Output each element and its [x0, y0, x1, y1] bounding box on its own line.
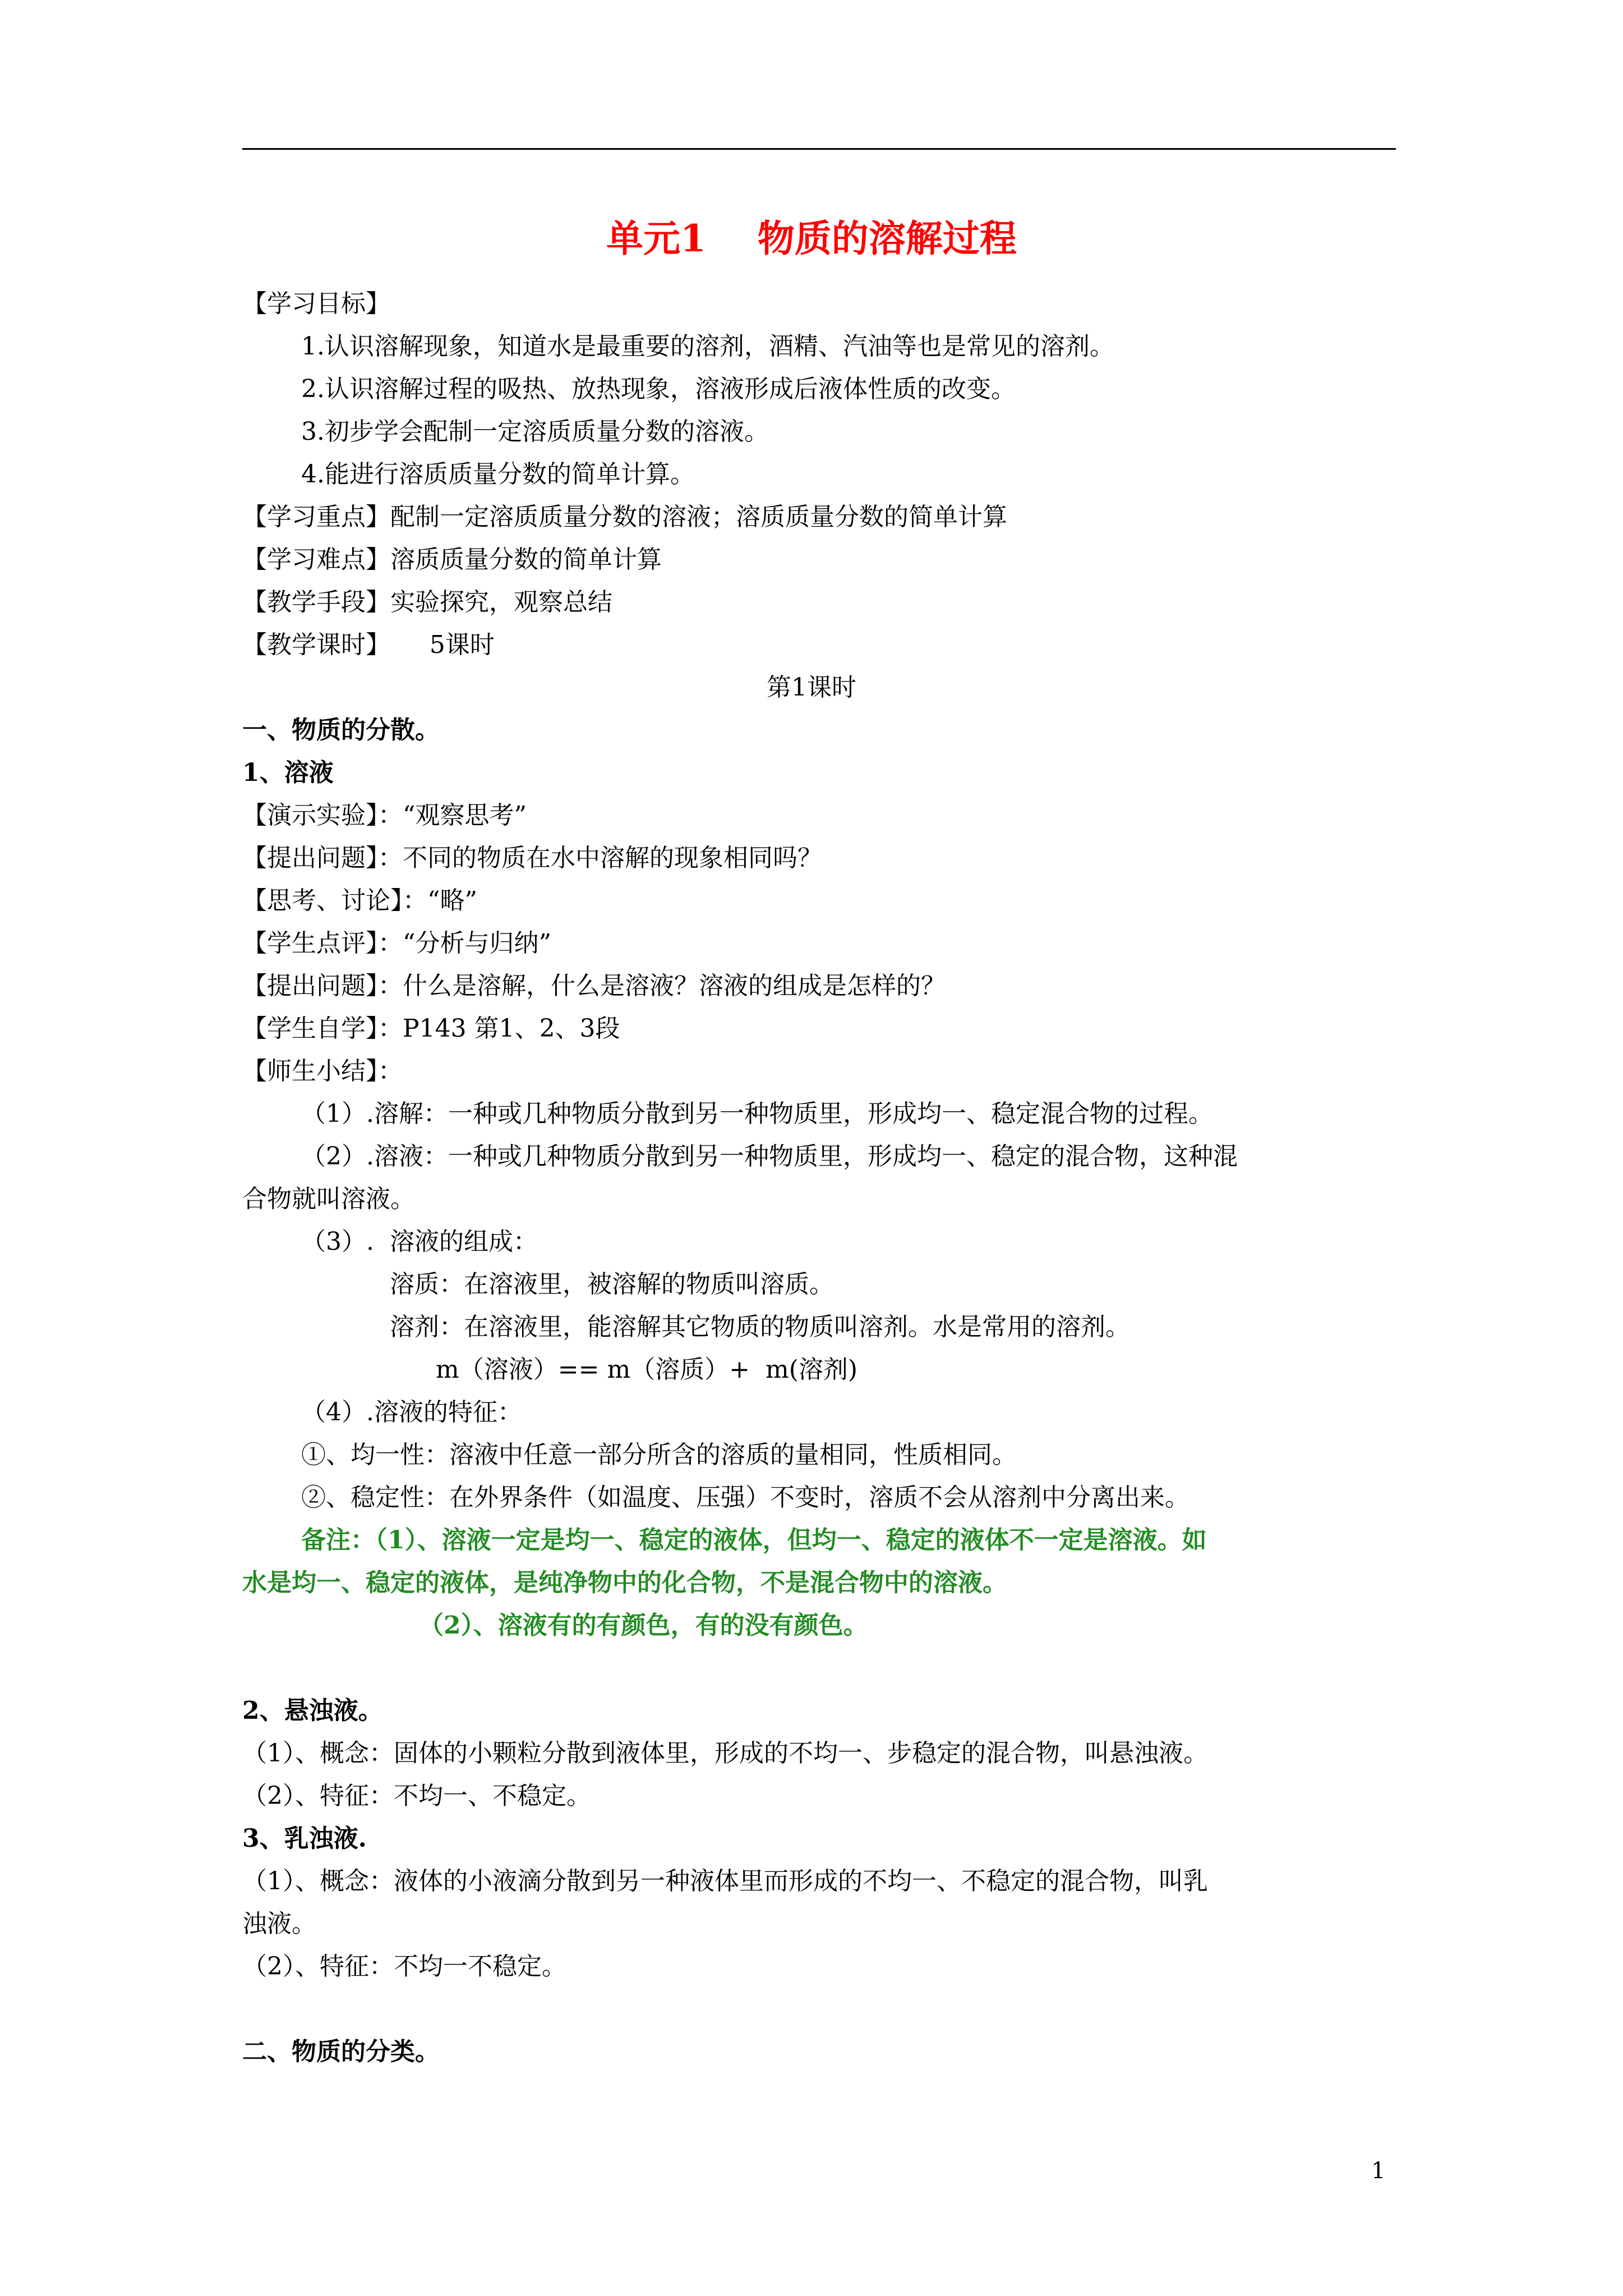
section2-heading: 二、物质的分类。	[242, 2037, 440, 2066]
step-demo: 【演示实验】：“观察思考”	[242, 801, 527, 830]
step-discussion: 【思考、讨论】：“略”	[242, 886, 477, 915]
feature-stability: ②、稳定性：在外界条件（如温度、压强）不变时，溶质不会从溶剂中分离出来。	[301, 1483, 1189, 1512]
objective-item: 1.认识溶解现象，知道水是最重要的溶剂，酒精、汽油等也是常见的溶剂。	[301, 332, 1114, 361]
solution-features: （4）.溶液的特征：	[301, 1398, 522, 1427]
header-rule	[242, 148, 1396, 150]
subsection-emulsion: 3、乳浊液.	[242, 1824, 367, 1853]
emulsion-concept: （1）、概念：液体的小液滴分散到另一种液体里而形成的不均一、不稳定的混合物，叫乳	[242, 1867, 1208, 1895]
lesson-label: 第1课时	[767, 673, 856, 702]
definition-solution-cont: 合物就叫溶液。	[242, 1185, 415, 1213]
objectives-heading: 【学习目标】	[242, 289, 390, 318]
emulsion-feature: （2）、特征：不均一不稳定。	[242, 1952, 566, 1981]
step-question: 【提出问题】：不同的物质在水中溶解的现象相同吗？	[242, 844, 822, 872]
mass-formula: m（溶液）== m（溶质）+ m(溶剂)	[436, 1355, 858, 1384]
objective-item: 3.初步学会配制一定溶质质量分数的溶液。	[301, 417, 769, 446]
suspension-feature: （2）、特征：不均一、不稳定。	[242, 1782, 591, 1810]
subsection-suspension: 2、悬浊液。	[242, 1696, 383, 1725]
suspension-concept: （1）、概念：固体的小颗粒分散到液体里，形成的不均一、步稳定的混合物，叫悬浊液。	[242, 1739, 1208, 1768]
subsection-solution: 1、溶液	[242, 758, 334, 787]
section1-heading: 一、物质的分散。	[242, 716, 440, 744]
page-title: 单元1 物质的溶解过程	[606, 217, 1017, 260]
step-self-study: 【学生自学】：P143 第1、2、3段	[242, 1014, 620, 1043]
teaching-methods: 【教学手段】实验探究，观察总结	[242, 588, 612, 616]
solvent-definition: 溶剂：在溶液里，能溶解其它物质的物质叫溶剂。水是常用的溶剂。	[390, 1313, 1130, 1341]
solute-definition: 溶质：在溶液里，被溶解的物质叫溶质。	[390, 1270, 834, 1299]
emulsion-concept-cont: 浊液。	[242, 1910, 316, 1938]
key-points: 【学习重点】配制一定溶质质量分数的溶液；溶质质量分数的简单计算	[242, 503, 1007, 531]
note-line: （2）、溶液有的有颜色，有的没有颜色。	[419, 1611, 868, 1640]
difficult-points: 【学习难点】溶质质量分数的简单计算	[242, 545, 662, 574]
definition-solution: （2）.溶液：一种或几种物质分散到另一种物质里，形成均一、稳定的混合物，这种混	[301, 1142, 1238, 1171]
teaching-hours: 【教学课时】 5课时	[242, 631, 495, 659]
step-summary: 【师生小结】：	[242, 1057, 403, 1085]
step-review: 【学生点评】：“分析与归纳”	[242, 929, 551, 958]
note-line: 备注：（1）、溶液一定是均一、稳定的液体，但均一、稳定的液体不一定是溶液。如	[301, 1526, 1207, 1554]
objective-item: 2.认识溶解过程的吸热、放热现象，溶液形成后液体性质的改变。	[301, 375, 1016, 403]
step-question: 【提出问题】：什么是溶解，什么是溶液？溶液的组成是怎样的？	[242, 972, 946, 1000]
solution-composition: （3）. 溶液的组成：	[301, 1227, 538, 1256]
feature-uniformity: ①、均一性：溶液中任意一部分所含的溶质的量相同，性质相同。	[301, 1441, 1017, 1469]
page-number: 1	[1371, 2158, 1386, 2184]
definition-dissolution: （1）.溶解：一种或几种物质分散到另一种物质里，形成均一、稳定混合物的过程。	[301, 1099, 1213, 1128]
objective-item: 4.能进行溶质质量分数的简单计算。	[301, 460, 695, 489]
note-line: 水是均一、稳定的液体，是纯净物中的化合物，不是混合物中的溶液。	[242, 1568, 1007, 1597]
